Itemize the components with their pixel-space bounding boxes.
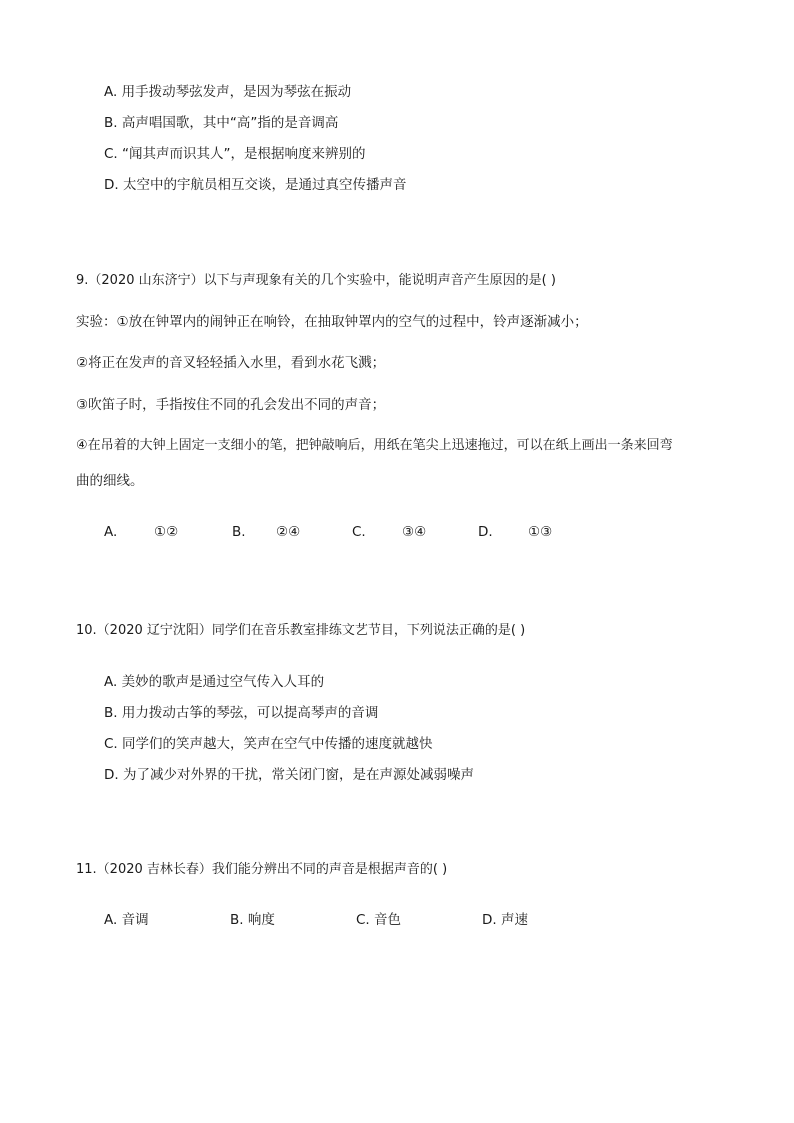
q9-line-1: 实验：①放在钟罩内的闹钟正在响铃，在抽取钟罩内的空气的过程中，铃声逐渐减小； — [76, 314, 588, 330]
q9-line-5: 曲的细线。 — [76, 473, 144, 489]
q11-option-b: B. 响度 — [230, 912, 275, 928]
q8-option-d: D. 太空中的宇航员相互交谈，是通过真空传播声音 — [104, 177, 407, 193]
q10-option-d: D. 为了减少对外界的干扰，常关闭门窗，是在声源处减弱噪声 — [104, 767, 474, 783]
q9-option-d-letter: D. — [478, 524, 493, 540]
q9-stem: 9.（2020 山东济宁）以下与声现象有关的几个实验中，能说明声音产生原因的是( ) — [76, 273, 556, 288]
q9-options — [104, 523, 588, 541]
q9-option-b-value: ②④ — [276, 524, 301, 540]
q9-option-a-letter: A. — [104, 524, 118, 540]
q9-line-4: ④在吊着的大钟上固定一支细小的笔，把钟敲响后，用纸在笔尖上迅速拖过，可以在纸上画出一条来回弯 — [76, 438, 673, 453]
q9-option-d-value: ①③ — [528, 524, 553, 540]
q8-option-b: B. 高声唱国歌，其中“高”指的是音调高 — [104, 115, 339, 131]
q9-option-a-value: ①② — [154, 524, 179, 540]
q8-option-c: C. “闻其声而识其人”，是根据响度来辨别的 — [104, 146, 366, 162]
q9-option-b-letter: B. — [232, 524, 246, 540]
q9-line-2: ②将正在发声的音叉轻轻插入水里，看到水花飞溅； — [76, 355, 386, 371]
q11-options — [104, 911, 562, 929]
q11-option-a: A. 音调 — [104, 912, 149, 928]
q10-option-c: C. 同学们的笑声越大，笑声在空气中传播的速度就越快 — [104, 736, 433, 752]
q9-line-3: ③吹笛子时，手指按住不同的孔会发出不同的声音； — [76, 397, 386, 413]
q10-stem: 10.（2020 辽宁沈阳）同学们在音乐教室排练文艺节目，下列说法正确的是( ) — [76, 623, 526, 638]
q11-option-d: D. 声速 — [482, 912, 528, 928]
q10-option-a: A. 美妙的歌声是通过空气传入人耳的 — [104, 674, 325, 690]
q11-stem: 11.（2020 吉林长春）我们能分辨出不同的声音是根据声音的( ) — [76, 862, 448, 877]
q11-option-c: C. 音色 — [356, 912, 402, 928]
q8-option-a: A. 用手拨动琴弦发声，是因为琴弦在振动 — [104, 84, 352, 100]
q10-option-b: B. 用力拨动古筝的琴弦，可以提高琴声的音调 — [104, 705, 379, 721]
q9-option-c-value: ③④ — [402, 524, 427, 540]
q9-option-c-letter: C. — [352, 524, 366, 540]
